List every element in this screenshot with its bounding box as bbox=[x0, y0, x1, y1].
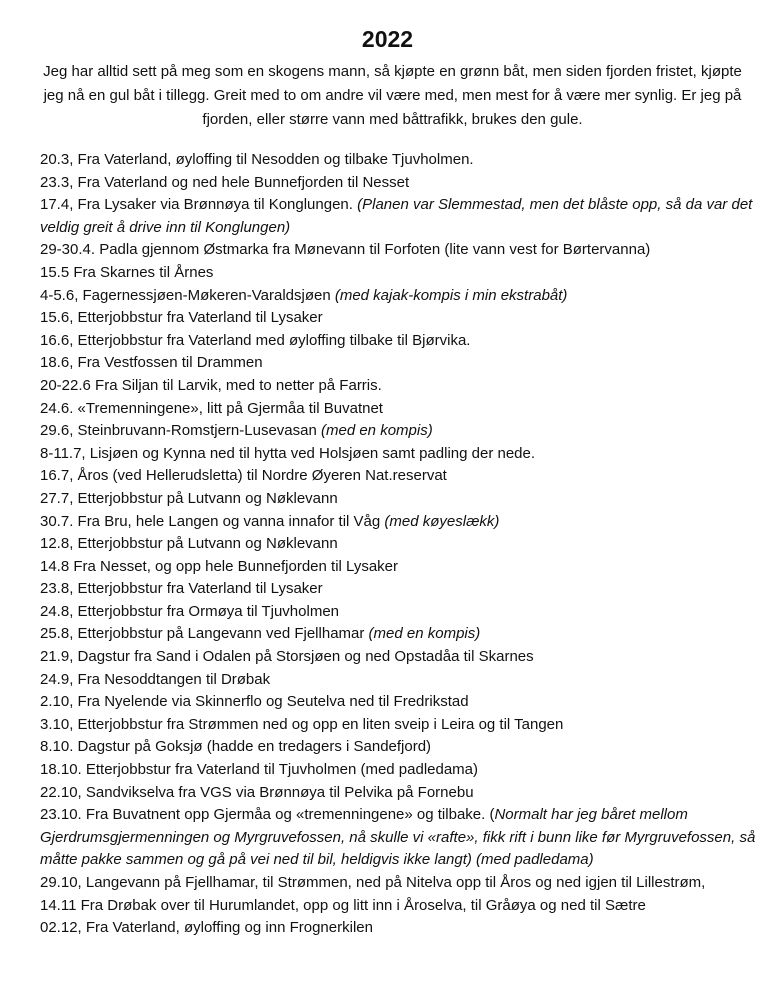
trip-entry-text: 27.7, Etterjobbstur på Lutvann og Nøklevann bbox=[40, 489, 338, 507]
trip-entry-text: 02.12, Fra Vaterland, øyloffing og inn Frognerkilen bbox=[40, 919, 373, 937]
trip-entry bbox=[40, 262, 760, 285]
trip-entry-text: 24.8, Etterjobbstur fra Ormøya til Tjuvholmen bbox=[40, 602, 340, 620]
trip-entry bbox=[40, 330, 760, 353]
trip-entry-text: 24.6. «Tremenningene», litt på Gjermåa til Buvatnet bbox=[40, 399, 383, 417]
trip-entry bbox=[40, 601, 760, 624]
trip-entry-text: 8-11.7, Lisjøen og Kynna ned til hytta ved Holsjøen samt padling der nede. bbox=[40, 444, 536, 462]
trip-entry bbox=[40, 533, 760, 556]
trip-entry bbox=[40, 352, 760, 375]
trip-entry bbox=[40, 578, 760, 601]
trip-entry bbox=[40, 465, 760, 488]
trip-entry bbox=[40, 917, 760, 940]
trip-entry-text: 29-30.4. Padla gjennom Østmarka fra Mønevann til Forfoten (lite vann vest for Børtervanna) bbox=[40, 241, 651, 259]
trip-entry-text: 23.10. Fra Buvatnent opp Gjermåa og «tremenningene» og tilbake. ( bbox=[40, 806, 495, 824]
trip-entry bbox=[40, 511, 760, 534]
trip-entry-note: (Planen var Slemmestad, men det blåste opp, så da var det veldig greit å drive inn til Konglungen) bbox=[40, 196, 753, 236]
document-title: 2022 bbox=[361, 26, 414, 52]
trip-entry-text: 30.7. Fra Bru, hele Langen og vanna innafor til Våg bbox=[40, 512, 385, 530]
trip-entry bbox=[40, 872, 760, 895]
trip-entry-text: 15.6, Etterjobbstur fra Vaterland til Lysaker bbox=[40, 309, 323, 327]
trip-entry-text: 14.11 Fra Drøbak over til Hurumlandet, opp og litt inn i Åroselva, til Gråøya og ned til Sætre bbox=[40, 896, 646, 914]
trip-entry-note: (med en kompis) bbox=[368, 625, 481, 643]
trip-entry-text: 18.10. Etterjobbstur fra Vaterland til Tjuvholmen (med padledama) bbox=[40, 761, 479, 779]
trip-entry-text: 21.9, Dagstur fra Sand i Odalen på Storsjøen og ned Opstadåa til Skarnes bbox=[40, 648, 534, 666]
trip-entry-text: 17.4, Fra Lysaker via Brønnøya til Konglungen. bbox=[40, 196, 358, 214]
trip-entry bbox=[40, 172, 760, 195]
trip-entry bbox=[40, 443, 760, 466]
trip-entry-text: 15.5 Fra Skarnes til Årnes bbox=[40, 263, 214, 281]
trip-entry-text: 18.6, Fra Vestfossen til Drammen bbox=[40, 354, 263, 372]
trip-entry bbox=[40, 736, 760, 759]
trip-entry bbox=[40, 398, 760, 421]
trip-entry bbox=[40, 194, 760, 239]
trip-entry-text: 20.3, Fra Vaterland, øyloffing til Nesodden og tilbake Tjuvholmen. bbox=[40, 151, 474, 168]
trip-entry-text: 22.10, Sandvikselva fra VGS via Brønnøya til Pelvika på Fornebu bbox=[40, 783, 474, 801]
trip-entry bbox=[40, 239, 760, 262]
trip-entry-note: (med køyeslækk) bbox=[384, 512, 500, 530]
trip-entry bbox=[40, 420, 760, 443]
trip-entry bbox=[40, 375, 760, 398]
trip-entry bbox=[40, 691, 760, 714]
trip-entry-text: 3.10, Etterjobbstur fra Strømmen ned og opp en liten sveip i Leira og til Tangen bbox=[40, 715, 564, 733]
trip-entry-text: 23.8, Etterjobbstur fra Vaterland til Lysaker bbox=[40, 580, 323, 598]
trip-entry bbox=[40, 669, 760, 692]
trip-entry bbox=[40, 782, 760, 805]
trip-entry bbox=[40, 149, 760, 172]
trip-entry-text: 16.6, Etterjobbstur fra Vaterland med øyloffing tilbake til Bjørvika. bbox=[40, 331, 471, 349]
trip-entry-text: 24.9, Fra Nesoddtangen til Drøbak bbox=[40, 670, 271, 688]
intro-paragraph: Jeg har alltid sett på meg som en skogens mann, så kjøpte en grønn båt, men siden fjorden fristet, kjøpte jeg nå en gul båt i tillegg. Greit med to om andre vil være med, men mest for å være mer synlig. Er jeg på fjorden, eller større vann med båttrafikk, brukes den gule. bbox=[43, 63, 742, 128]
trip-entry-text: 14.8 Fra Nesset, og opp hele Bunnefjorden til Lysaker bbox=[40, 557, 398, 575]
trip-entry bbox=[40, 646, 760, 669]
trip-entry-text: 29.10, Langevann på Fjellhamar, til Strømmen, ned på Nitelva opp til Åros og ned igjen til Lillestrøm, bbox=[40, 874, 706, 891]
trip-entry bbox=[40, 488, 760, 511]
trip-entry-note: Normalt har jeg båret mellom Gjerdrumsgjermenningen og Myrgruvefossen, nå skulle vi «rafte», fikk rift i bunn like før Myrgruvefossen, så måtte pakke sammen og gå på vei ned til bil, heldigvis ikke langt) (med padledama) bbox=[40, 806, 756, 869]
trip-entry bbox=[40, 623, 760, 646]
trip-log-list bbox=[40, 149, 760, 940]
trip-entry bbox=[40, 804, 760, 872]
trip-entry-text: 12.8, Etterjobbstur på Lutvann og Nøklevann bbox=[40, 535, 338, 553]
trip-entry-note: (med en kompis) bbox=[321, 422, 433, 440]
trip-entry-text: 25.8, Etterjobbstur på Langevann ved Fjellhamar bbox=[40, 625, 369, 643]
trip-entry-text: 20-22.6 Fra Siljan til Larvik, med to netter på Farris. bbox=[40, 376, 382, 394]
trip-entry-text: 8.10. Dagstur på Goksjø (hadde en tredagers i Sandefjord) bbox=[40, 738, 432, 756]
trip-entry bbox=[40, 759, 760, 782]
trip-entry-text: 29.6, Steinbruvann-Romstjern-Lusevasan bbox=[40, 422, 321, 440]
trip-entry bbox=[40, 556, 760, 579]
trip-entry bbox=[40, 714, 760, 737]
trip-entry bbox=[40, 307, 760, 330]
trip-entry-text: 16.7, Åros (ved Hellerudsletta) til Nordre Øyeren Nat.reservat bbox=[40, 467, 447, 485]
trip-entry-text: 4-5.6, Fagernessjøen-Møkeren-Varaldsjøen bbox=[40, 286, 335, 304]
trip-entry-note: (med kajak-kompis i min ekstrabåt) bbox=[334, 286, 568, 304]
trip-entry-text: 2.10, Fra Nyelende via Skinnerflo og Seutelva ned til Fredrikstad bbox=[40, 693, 469, 711]
trip-entry bbox=[40, 285, 760, 308]
trip-entry bbox=[40, 895, 760, 918]
trip-entry-text: 23.3, Fra Vaterland og ned hele Bunnefjorden til Nesset bbox=[40, 173, 410, 191]
